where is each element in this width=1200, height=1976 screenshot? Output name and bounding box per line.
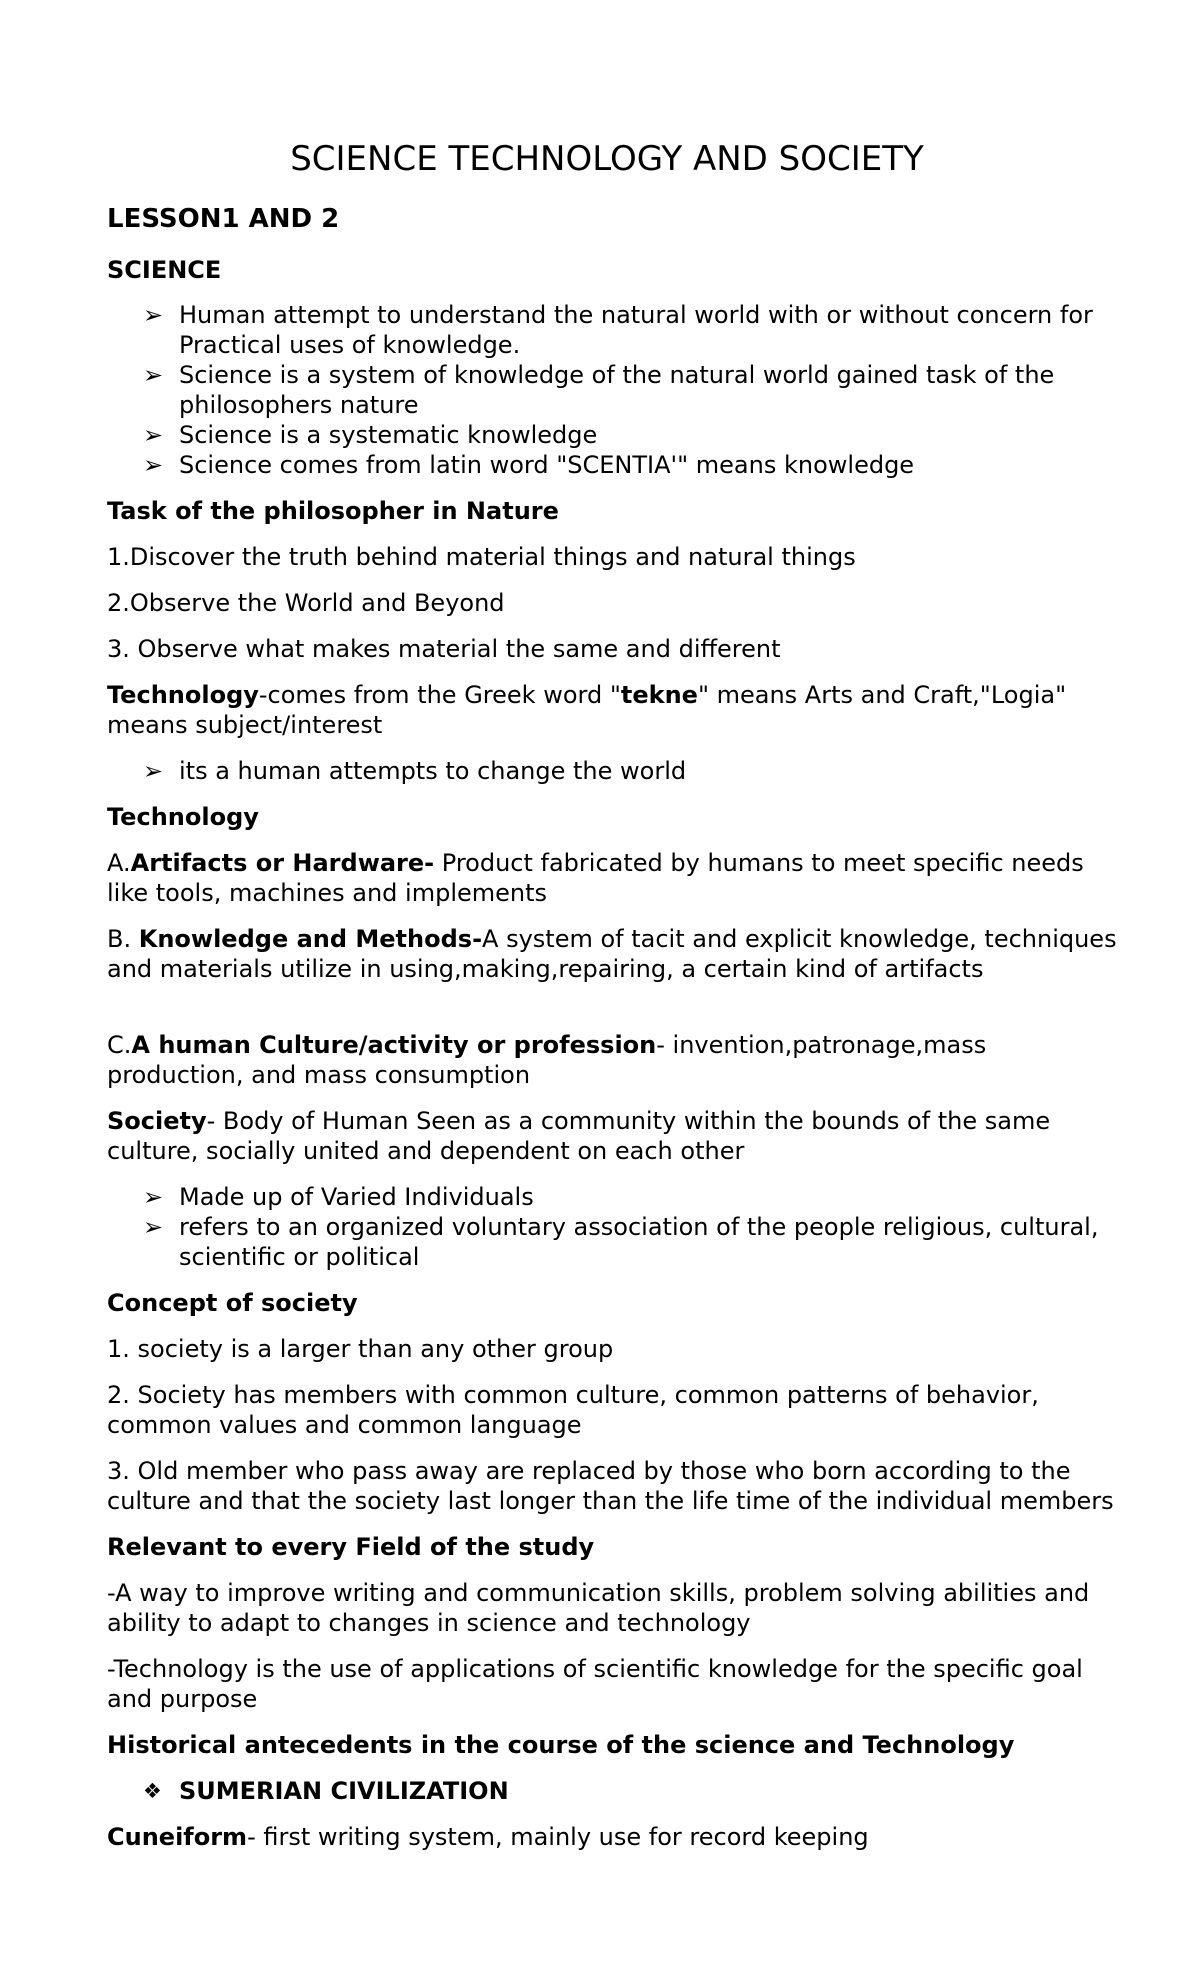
concept-item: 3. Old member who pass away are replaced by those who born according to the culture and that the society last longer than the life time of the individual members — [107, 1457, 1114, 1515]
cuneiform-definition-text: - first writing system, mainly use for record keeping — [247, 1823, 869, 1851]
science-bullet-text: Science is a system of knowledge of the natural world gained task of the philosophers nature — [179, 361, 1055, 419]
sumerian-subheading-text: SUMERIAN CIVILIZATION — [179, 1777, 509, 1805]
concept-item: 1. society is a larger than any other group — [107, 1335, 614, 1363]
society-bullet — [143, 1212, 1139, 1272]
arrow-bullet-icon: ➢ — [143, 421, 164, 449]
item-prefix: B. — [107, 925, 139, 953]
sumerian-subheading — [143, 1776, 1139, 1806]
lesson-heading: LESSON1 AND 2 — [107, 204, 340, 234]
society-bullet-text: Made up of Varied Individuals — [179, 1183, 534, 1211]
document-title: SCIENCE TECHNOLOGY AND SOCIETY — [290, 139, 924, 179]
technology-item-c — [107, 1030, 1117, 1090]
historical-heading: Historical antecedents in the course of the science and Technology — [107, 1731, 1015, 1759]
item-term: A human Culture/activity or profession — [131, 1031, 657, 1059]
technology-bullet — [143, 756, 1139, 786]
relevant-item: -Technology is the use of applications of scientific knowledge for the specific goal and purpose — [107, 1655, 1083, 1713]
task-item: 1.Discover the truth behind material things and natural things — [107, 543, 856, 571]
arrow-bullet-icon: ➢ — [143, 301, 164, 329]
science-bullet — [143, 360, 1139, 420]
item-text: A system of tacit and explicit knowledge, techniques and materials utilize in using,making,repairing, a certain kind of artifacts — [107, 925, 1117, 983]
relevant-heading: Relevant to every Field of the study — [107, 1533, 595, 1561]
relevant-item: -A way to improve writing and communication skills, problem solving abilities and ability to adapt to changes in science and technology — [107, 1579, 1090, 1637]
technology-item-a — [107, 848, 1117, 908]
item-term: Knowledge and Methods- — [138, 925, 483, 953]
society-bullet-text: refers to an organized voluntary association of the people religious, cultural, scientific or political — [179, 1213, 1099, 1271]
concept-item: 2. Society has members with common culture, common patterns of behavior, common values and common language — [107, 1381, 1039, 1439]
concept-heading: Concept of society — [107, 1289, 358, 1317]
science-heading: SCIENCE — [107, 256, 222, 284]
arrow-bullet-icon: ➢ — [143, 361, 164, 389]
arrow-bullet-icon: ➢ — [143, 1183, 164, 1211]
task-heading: Task of the philosopher in Nature — [107, 497, 559, 525]
technology-definition-text: " means Arts and Craft,"Logia" means subject/interest — [107, 681, 1067, 739]
technology-heading: Technology — [107, 803, 259, 831]
diamond-bullet-icon: ❖ — [143, 1779, 162, 1803]
item-term: Artifacts or Hardware- — [130, 849, 435, 877]
technology-bullet-text: its a human attempts to change the world — [179, 757, 687, 785]
arrow-bullet-icon: ➢ — [143, 757, 164, 785]
task-item: 2.Observe the World and Beyond — [107, 589, 505, 617]
science-bullet-text: Human attempt to understand the natural world with or without concern for Practical uses of knowledge. — [179, 301, 1093, 359]
technology-definition-text: -comes from the Greek word " — [258, 681, 621, 709]
technology-definition — [107, 680, 1117, 740]
cuneiform-term: Cuneiform — [107, 1823, 248, 1851]
item-prefix: A. — [107, 849, 131, 877]
society-definition — [107, 1106, 1117, 1166]
task-item: 3. Observe what makes material the same and different — [107, 635, 781, 663]
society-term: Society — [107, 1107, 207, 1135]
item-prefix: C. — [107, 1031, 132, 1059]
tekne-term: tekne — [620, 681, 698, 709]
technology-item-b — [107, 924, 1117, 984]
society-bullet — [143, 1182, 1139, 1212]
item-text: - invention,patronage,mass production, and mass consumption — [107, 1031, 987, 1089]
item-text: Product fabricated by humans to meet specific needs like tools, machines and implements — [107, 849, 1084, 907]
science-bullet-text: Science comes from latin word "SCENTIA'" means knowledge — [179, 451, 915, 479]
arrow-bullet-icon: ➢ — [143, 1213, 164, 1241]
science-bullet — [143, 450, 1139, 480]
cuneiform-definition — [107, 1822, 1117, 1852]
technology-term: Technology — [107, 681, 259, 709]
arrow-bullet-icon: ➢ — [143, 451, 164, 479]
science-bullet-text: Science is a systematic knowledge — [179, 421, 598, 449]
science-bullet — [143, 300, 1139, 360]
science-bullet — [143, 420, 1139, 450]
society-definition-text: - Body of Human Seen as a community within the bounds of the same culture, socially united and dependent on each other — [107, 1107, 1051, 1165]
